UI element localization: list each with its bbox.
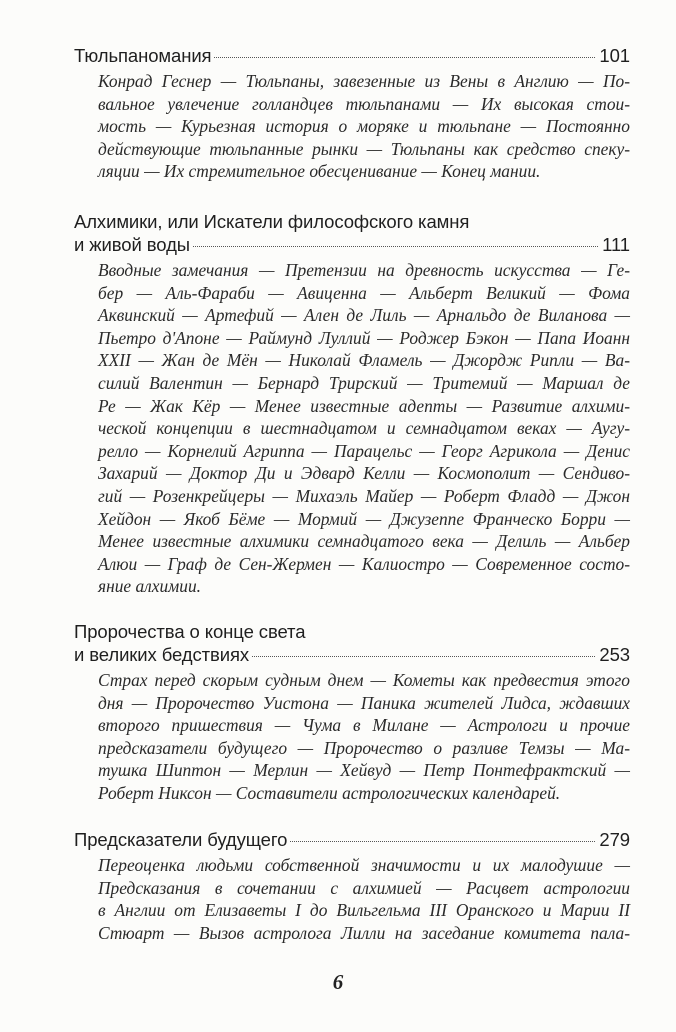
- toc-page-number: 111: [602, 234, 630, 255]
- description-line: ческой концепции в шестнадцатом и семнадцатом веках — Аугу-: [98, 418, 630, 439]
- description-line: Страх перед скорым судным днем — Кометы как предвестия этого: [98, 670, 630, 690]
- description-line: Стюарт — Вызов астролога Лилли на заседание комитета пала-: [98, 922, 630, 943]
- description-line: Алюи — Граф де Сен-Жермен — Калиостро — Современное состо-: [98, 553, 630, 574]
- description-line: предсказатели будущего — Пророчество о разливе Темзы — Ма-: [98, 737, 630, 758]
- toc-entry-heading: [74, 44, 630, 67]
- description-line: вальное увлечение голландцев тюльпанами — Их высокая стои-: [98, 93, 630, 114]
- dot-leader: [214, 57, 595, 58]
- description-line: тушка Шиптон — Мерлин — Хейвуд — Петр Понтефрактский —: [98, 760, 630, 781]
- description-line: Ре — Жак Кёр — Менее известные адепты — Развитие алхими-: [98, 395, 630, 416]
- description-line: XXII — Жан де Мён — Николай Фламель — Джордж Рипли — Ва-: [98, 350, 630, 371]
- description-line: бер — Аль-Фараби — Авиценна — Альберт Великий — Фома: [98, 282, 630, 303]
- toc-entry-description: [98, 70, 630, 183]
- toc-entry-prophecies: [74, 620, 630, 805]
- description-line: Хейдон — Якоб Бёме — Мормий — Джузеппе Франческо Борри —: [98, 508, 630, 529]
- description-line: Предсказания в сочетании с алхимией — Расцвет астрологии: [98, 877, 630, 898]
- dot-leader: [252, 656, 595, 657]
- toc-entry-tulipomania: [74, 44, 630, 183]
- toc-entry-description: [98, 854, 630, 944]
- toc-entry-title: Алхимики, или Искатели философского камня: [74, 211, 470, 232]
- toc-page-number: 253: [599, 644, 630, 665]
- toc-entry-description: [98, 259, 630, 598]
- toc-entry-alchemists: [74, 210, 630, 598]
- toc-entry-fortune-tellers: [74, 828, 630, 944]
- toc-page-number: 101: [599, 45, 630, 66]
- toc-entry-title-continued: и великих бедствиях: [74, 644, 250, 665]
- description-line: ляции — Их стремительное обесценивание — Конец мании.: [98, 161, 541, 182]
- dot-leader: [290, 841, 595, 842]
- description-line: Роберт Никсон — Составители астрологических календарей.: [98, 782, 561, 803]
- toc-entry-heading: [74, 643, 630, 666]
- description-line: дня — Пророчество Уистона — Паника жителей Лидса, ждавших: [98, 692, 630, 713]
- description-line: Переоценка людьми собственной значимости и их малодушие —: [98, 855, 630, 875]
- toc-entry-title: Пророчества о конце света: [74, 621, 306, 642]
- description-line: силий Валентин — Бернард Трирский — Тритемий — Маршал де: [98, 372, 630, 393]
- description-line: Пьетро д'Апоне — Раймунд Луллий — Роджер Бэкон — Папа Иоанн: [98, 327, 630, 348]
- description-line: Аквинский — Артефий — Ален де Лиль — Арнальдо де Виланова —: [98, 305, 630, 326]
- toc-entry-description: [98, 669, 630, 805]
- description-line: Захарий — Доктор Ди и Эдвард Келли — Космополит — Сендиво-: [98, 463, 630, 484]
- description-line: релло — Корнелий Агриппа — Парацельс — Георг Агрикола — Денис: [98, 440, 630, 461]
- description-line: Конрад Геснер — Тюльпаны, завезенные из Вены в Англию — По-: [98, 71, 630, 91]
- description-line: Вводные замечания — Претензии на древность искусства — Ге-: [98, 260, 630, 280]
- description-line: Менее известные алхимики семнадцатого века — Делиль — Альбер: [98, 531, 630, 552]
- description-line: гий — Розенкрейцеры — Михаэль Майер — Роберт Фладд — Джон: [98, 485, 630, 506]
- description-line: мость — Курьезная история о моряке и тюльпане — Постоянно: [98, 116, 630, 137]
- toc-entry-title: Предсказатели будущего: [74, 829, 288, 850]
- description-line: в Англии от Елизаветы I до Вильгельма III Оранского и Марии II: [98, 900, 630, 921]
- toc-page-number: 279: [599, 829, 630, 850]
- dot-leader: [193, 246, 598, 247]
- description-line: яние алхимии.: [98, 576, 202, 597]
- toc-entry-title-continued: и живой воды: [74, 234, 190, 255]
- description-line: второго пришествия — Чума в Милане — Астрологи и прочие: [98, 715, 630, 736]
- toc-entry-title: Тюльпаномания: [74, 45, 212, 66]
- toc-entry-heading: [74, 233, 630, 256]
- page-number-folio: 6: [332, 970, 344, 994]
- toc-entry-heading: [74, 828, 630, 851]
- description-line: действующие тюльпанные рынки — Тюльпаны как средство спеку-: [98, 138, 630, 159]
